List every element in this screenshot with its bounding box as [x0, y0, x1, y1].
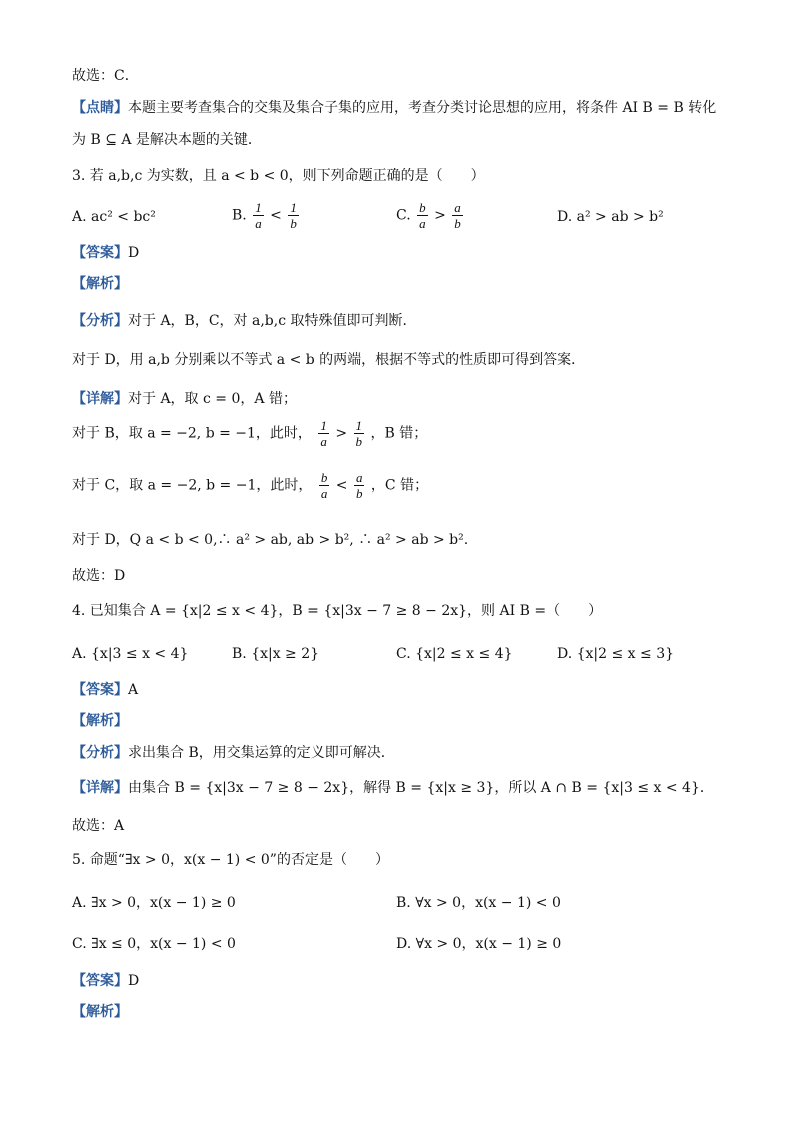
frac-num: a — [355, 470, 363, 485]
fraction-a-over-b — [354, 470, 365, 501]
frac-den: a — [320, 486, 328, 501]
q3-detail-c — [72, 470, 428, 501]
fraction-b-over-a — [417, 200, 428, 231]
answer-tag: 【答案】 — [72, 973, 128, 989]
dianjing-line-2: 为 B ⊆ A 是解决本题的关键． — [72, 132, 262, 148]
frac-den: b — [355, 434, 363, 449]
frac-num: 1 — [355, 418, 363, 433]
q3-detail-b — [72, 418, 427, 449]
q4-conclusion: 故选：A — [72, 818, 125, 834]
detail-b-op: > — [335, 425, 348, 442]
frac-den: a — [419, 216, 426, 231]
q4-option-b: B. {x|x ≥ 2} — [232, 646, 320, 662]
dianjing-tag: 【点睛】 — [72, 100, 128, 116]
frac-den: b — [454, 216, 461, 231]
q3-jiexi: 【解析】 — [72, 276, 128, 292]
detail-c-pre: 对于 C，取 a = −2, b = −1，此时， — [72, 477, 313, 494]
analysis-text: 对于 A，B，C，对 a,b,c 取特殊值即可判断． — [128, 313, 417, 329]
frac-num: 1 — [255, 200, 262, 215]
analysis-tag: 【分析】 — [72, 313, 128, 329]
q4-option-a: A. {x|3 ≤ x < 4} — [72, 646, 189, 662]
dianjing-line — [72, 98, 716, 118]
q3-analysis-1 — [72, 311, 417, 331]
fraction-1-over-b — [354, 418, 365, 449]
q3-answer — [72, 243, 139, 263]
frac-num: 1 — [320, 418, 327, 433]
frac-num: b — [419, 200, 426, 215]
q5-option-a: A. ∃x > 0，x(x − 1) ≥ 0 — [72, 895, 236, 911]
q3-option-b-op: < — [270, 207, 282, 224]
answer-tag: 【答案】 — [72, 245, 128, 261]
frac-den: b — [290, 216, 297, 231]
detail-text: 对于 A，取 c = 0，A 错； — [128, 391, 297, 407]
frac-den: a — [255, 216, 262, 231]
q5-option-b: B. ∀x > 0，x(x − 1) < 0 — [396, 895, 561, 911]
frac-den: b — [355, 486, 363, 501]
analysis-text: 求出集合 B，用交集运算的定义即可解决． — [128, 745, 395, 761]
conclusion-line: 故选：C． — [72, 68, 139, 84]
q4-option-c: C. {x|2 ≤ x ≤ 4} — [396, 646, 513, 662]
q3-analysis-2: 对于 D，用 a,b 分别乘以不等式 a < b 的两端，根据不等式的性质即可得到答案． — [72, 352, 586, 368]
fraction-b-over-a — [319, 470, 330, 501]
dianjing-text: 本题主要考查集合的交集及集合子集的应用，考查分类讨论思想的应用，将条件 AI B = B 转化 — [128, 100, 717, 116]
q3-option-b — [232, 200, 301, 231]
frac-num: 1 — [290, 200, 297, 215]
q3-option-c — [396, 200, 465, 231]
detail-tag: 【详解】 — [72, 780, 128, 796]
detail-c-op: < — [335, 477, 348, 494]
q4-detail — [72, 778, 714, 798]
q5-option-d: D. ∀x > 0，x(x − 1) ≥ 0 — [396, 936, 562, 952]
q3-conclusion: 故选：D — [72, 568, 126, 584]
q4-answer — [72, 680, 138, 700]
detail-c-post: ，C 错； — [370, 477, 429, 494]
q3-option-d: D. a² > ab > b² — [557, 209, 664, 225]
fraction-1-over-b — [288, 200, 299, 231]
detail-b-pre: 对于 B，取 a = −2, b = −1，此时， — [72, 425, 312, 442]
q3-detail-a — [72, 389, 297, 409]
detail-b-post: ，B 错； — [370, 425, 428, 442]
frac-num: a — [454, 200, 461, 215]
frac-den: a — [320, 434, 327, 449]
q3-detail-d: 对于 D，Q a < b < 0,∴ a² > ab, ab > b², ∴ a² > ab > b². — [72, 532, 469, 548]
q4-jiexi: 【解析】 — [72, 713, 128, 729]
fraction-1-over-a — [253, 200, 264, 231]
answer-value: A — [128, 682, 139, 698]
fraction-a-over-b — [452, 200, 463, 231]
q5-jiexi: 【解析】 — [72, 1004, 128, 1020]
fraction-1-over-a — [318, 418, 329, 449]
q4-analysis — [72, 743, 395, 763]
q5-answer — [72, 971, 139, 991]
answer-value: D — [128, 245, 140, 261]
answer-tag: 【答案】 — [72, 682, 128, 698]
question-3: 3. 若 a,b,c 为实数，且 a < b < 0，则下列命题正确的是（ ） — [72, 168, 485, 184]
q3-option-a: A. ac² < bc² — [72, 209, 156, 225]
q3-option-c-op: > — [434, 207, 446, 224]
frac-num: b — [320, 470, 328, 485]
question-4: 4. 已知集合 A = {x|2 ≤ x < 4}，B = {x|3x − 7 ≥ 8 − 2x}，则 AI B =（ ） — [72, 603, 603, 619]
q3-option-c-label: C. — [396, 207, 411, 224]
answer-value: D — [128, 973, 140, 989]
question-5: 5. 命题“∃x > 0，x(x − 1) < 0”的否定是（ ） — [72, 852, 389, 868]
detail-tag: 【详解】 — [72, 391, 128, 407]
q5-option-c: C. ∃x ≤ 0，x(x − 1) < 0 — [72, 936, 236, 952]
analysis-tag: 【分析】 — [72, 745, 128, 761]
q4-option-d: D. {x|2 ≤ x ≤ 3} — [557, 646, 675, 662]
q3-option-b-label: B. — [232, 207, 247, 224]
detail-text: 由集合 B = {x|3x − 7 ≥ 8 − 2x}，解得 B = {x|x ≥ 3}，所以 A ∩ B = {x|3 ≤ x < 4}． — [128, 780, 714, 796]
